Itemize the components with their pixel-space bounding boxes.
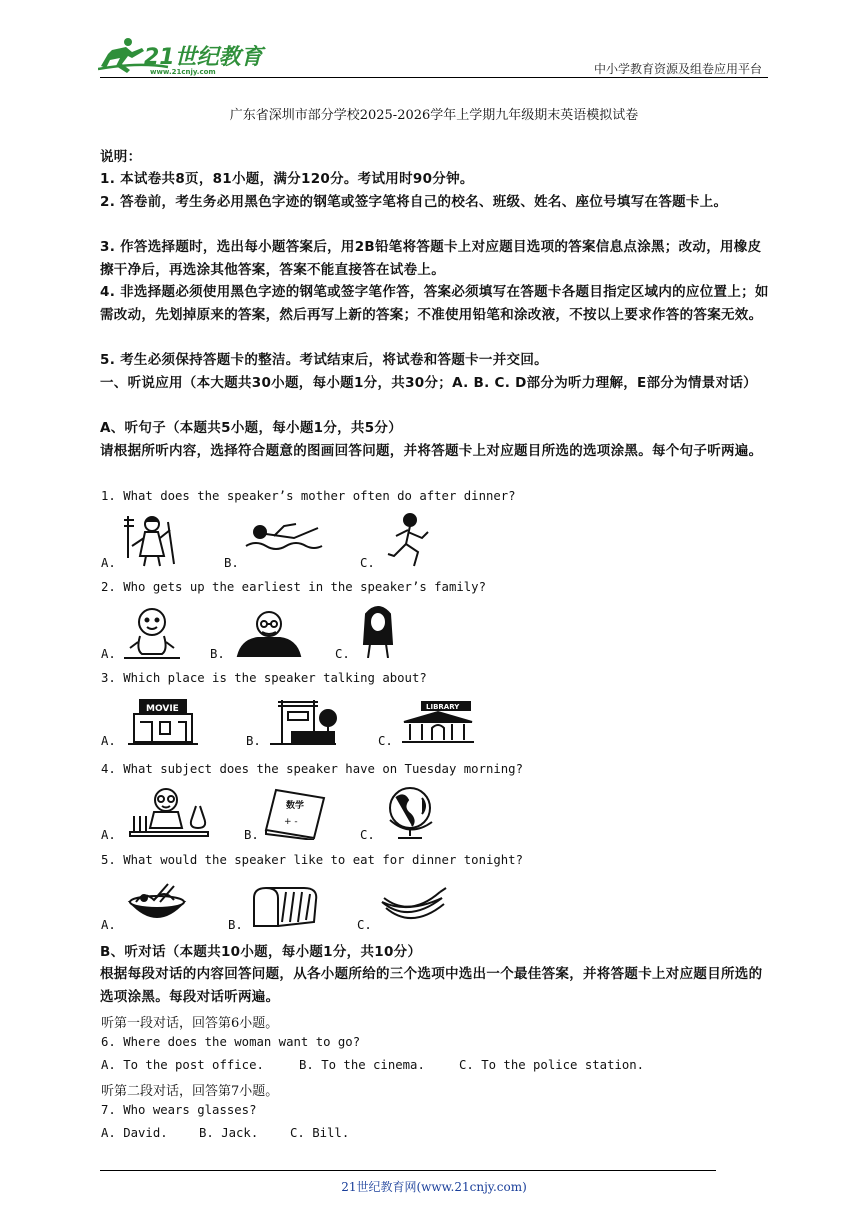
option-label: C. — [360, 828, 375, 842]
part-b-heading: B、听对话（本题共10小题，每小题1分，共10分） — [100, 944, 422, 960]
library-picture — [400, 698, 476, 750]
option-label: A. — [101, 734, 116, 748]
section-heading: 一、听说应用（本大题共30小题，每小题1分，共30分；A. B. C. D部分为听力理解，E部分为情景对话） — [100, 375, 757, 391]
option-label: B. — [224, 556, 239, 570]
question-3: 3. Which place is the speaker talking about? — [101, 671, 427, 685]
instruction-item: 5. 考生必须保持答题卡的整洁。考试结束后，将试卷和答题卡一并交回。 — [100, 352, 548, 368]
instruction-item: 2. 答卷前，考生务必用黑色字迹的钢笔或签字笔将自己的校名、班级、姓名、座位号填写在答题卡上。 — [100, 194, 728, 210]
option-label: C. — [335, 647, 350, 661]
instruction-item: 3. 作答选择题时，选出每小题答案后，用2B铅笔将答题卡上对应题目选项的答案信息点涂黑；改动，用橡皮擦干净后，再选涂其他答案，答案不能直接答在试卷上。 — [100, 239, 762, 278]
part-a-heading: A、听句子（本题共5小题，每小题1分，共5分） — [100, 420, 403, 436]
svg-text:21世纪教育: 21世纪教育 — [144, 45, 263, 70]
instruction-item: 1. 本试卷共8页，81小题，满分120分。考试用时90分钟。 — [100, 171, 474, 187]
park-picture — [268, 696, 338, 750]
grandpa-picture — [234, 608, 304, 662]
part-b-direction: 根据每段对话的内容回答问题，从各小题所给的三个选项中选出一个最佳答案，并将答题卡上对应题目所选的选项涂黑。每段对话听两遍。 — [100, 966, 763, 1005]
option-label: C. — [378, 734, 393, 748]
instruction-item: 4. 非选择题必须使用黑色字迹的钢笔或签字笔作答，答案必须填写在答题卡各题目指定区域内的应位置上；如需改动，先划掉原来的答案，然后再写上新的答案；不准使用铅笔和涂改液，不按以上要求作答的答案无效。 — [100, 284, 769, 323]
movie-sign: MOVIE — [146, 704, 179, 714]
bread-picture — [248, 884, 322, 934]
question-6: 6. Where does the woman want to go? — [101, 1035, 361, 1049]
q6-option-c: C. To the police station. — [459, 1058, 645, 1072]
footer-divider — [100, 1170, 716, 1171]
header-divider — [100, 77, 768, 78]
noodles-picture — [124, 880, 190, 934]
cinema-picture — [126, 694, 200, 752]
option-label: B. — [210, 647, 225, 661]
q6-option-b: B. To the cinema. — [299, 1058, 425, 1072]
cleaning-picture — [122, 512, 184, 572]
option-label: A. — [101, 556, 116, 570]
platform-label: 中小学教育资源及组卷应用平台 — [593, 62, 762, 76]
q7-option-b: B. Jack. — [199, 1126, 259, 1140]
page-title: 广东省深圳市部分学校2025-2026学年上学期九年级期末英语模拟试卷 — [229, 108, 639, 123]
option-label: B. — [244, 828, 259, 842]
dialogue-2-note: 听第二段对话，回答第7小题。 — [101, 1084, 279, 1099]
question-1: 1. What does the speaker’s mother often do after dinner? — [101, 489, 516, 503]
science-picture — [126, 786, 212, 844]
dialogue-1-note: 听第一段对话，回答第6小题。 — [101, 1016, 279, 1031]
math-book-picture — [262, 788, 328, 844]
option-label: A. — [101, 918, 116, 932]
option-label: A. — [101, 647, 116, 661]
math-book-title: 数学 — [286, 801, 305, 811]
q7-option-c: C. Bill. — [290, 1126, 350, 1140]
option-label: A. — [101, 828, 116, 842]
option-label: C. — [357, 918, 372, 932]
bananas-picture — [378, 884, 448, 934]
part-a-direction: 请根据所听内容，选择符合题意的图画回答问题，并将答题卡上对应题目所选的选项涂黑。每个句子听两遍。 — [100, 443, 763, 459]
footer-text: 21世纪教育网(www.21cnjy.com) — [341, 1180, 527, 1194]
girl-picture — [360, 604, 396, 662]
option-label: B. — [228, 918, 243, 932]
library-sign: LIBRARY — [426, 703, 460, 711]
option-label: B. — [246, 734, 261, 748]
running-picture — [384, 512, 436, 574]
question-4: 4. What subject does the speaker have on Tuesday morning? — [101, 762, 523, 776]
instructions-heading: 说明： — [100, 149, 142, 165]
q6-option-a: A. To the post office. — [101, 1058, 264, 1072]
site-logo — [98, 36, 268, 76]
question-2: 2. Who gets up the earliest in the speaker’s family? — [101, 580, 486, 594]
question-5: 5. What would the speaker like to eat for dinner tonight? — [101, 853, 523, 867]
logo-url: www.21cnjy.com — [150, 68, 216, 76]
svg-text:+ -: + - — [284, 817, 298, 827]
swimming-picture — [244, 520, 324, 560]
question-7: 7. Who wears glasses? — [101, 1103, 257, 1117]
baby-picture — [122, 606, 182, 664]
q7-option-a: A. David. — [101, 1126, 168, 1140]
globe-picture — [382, 784, 440, 844]
option-label: C. — [360, 556, 375, 570]
